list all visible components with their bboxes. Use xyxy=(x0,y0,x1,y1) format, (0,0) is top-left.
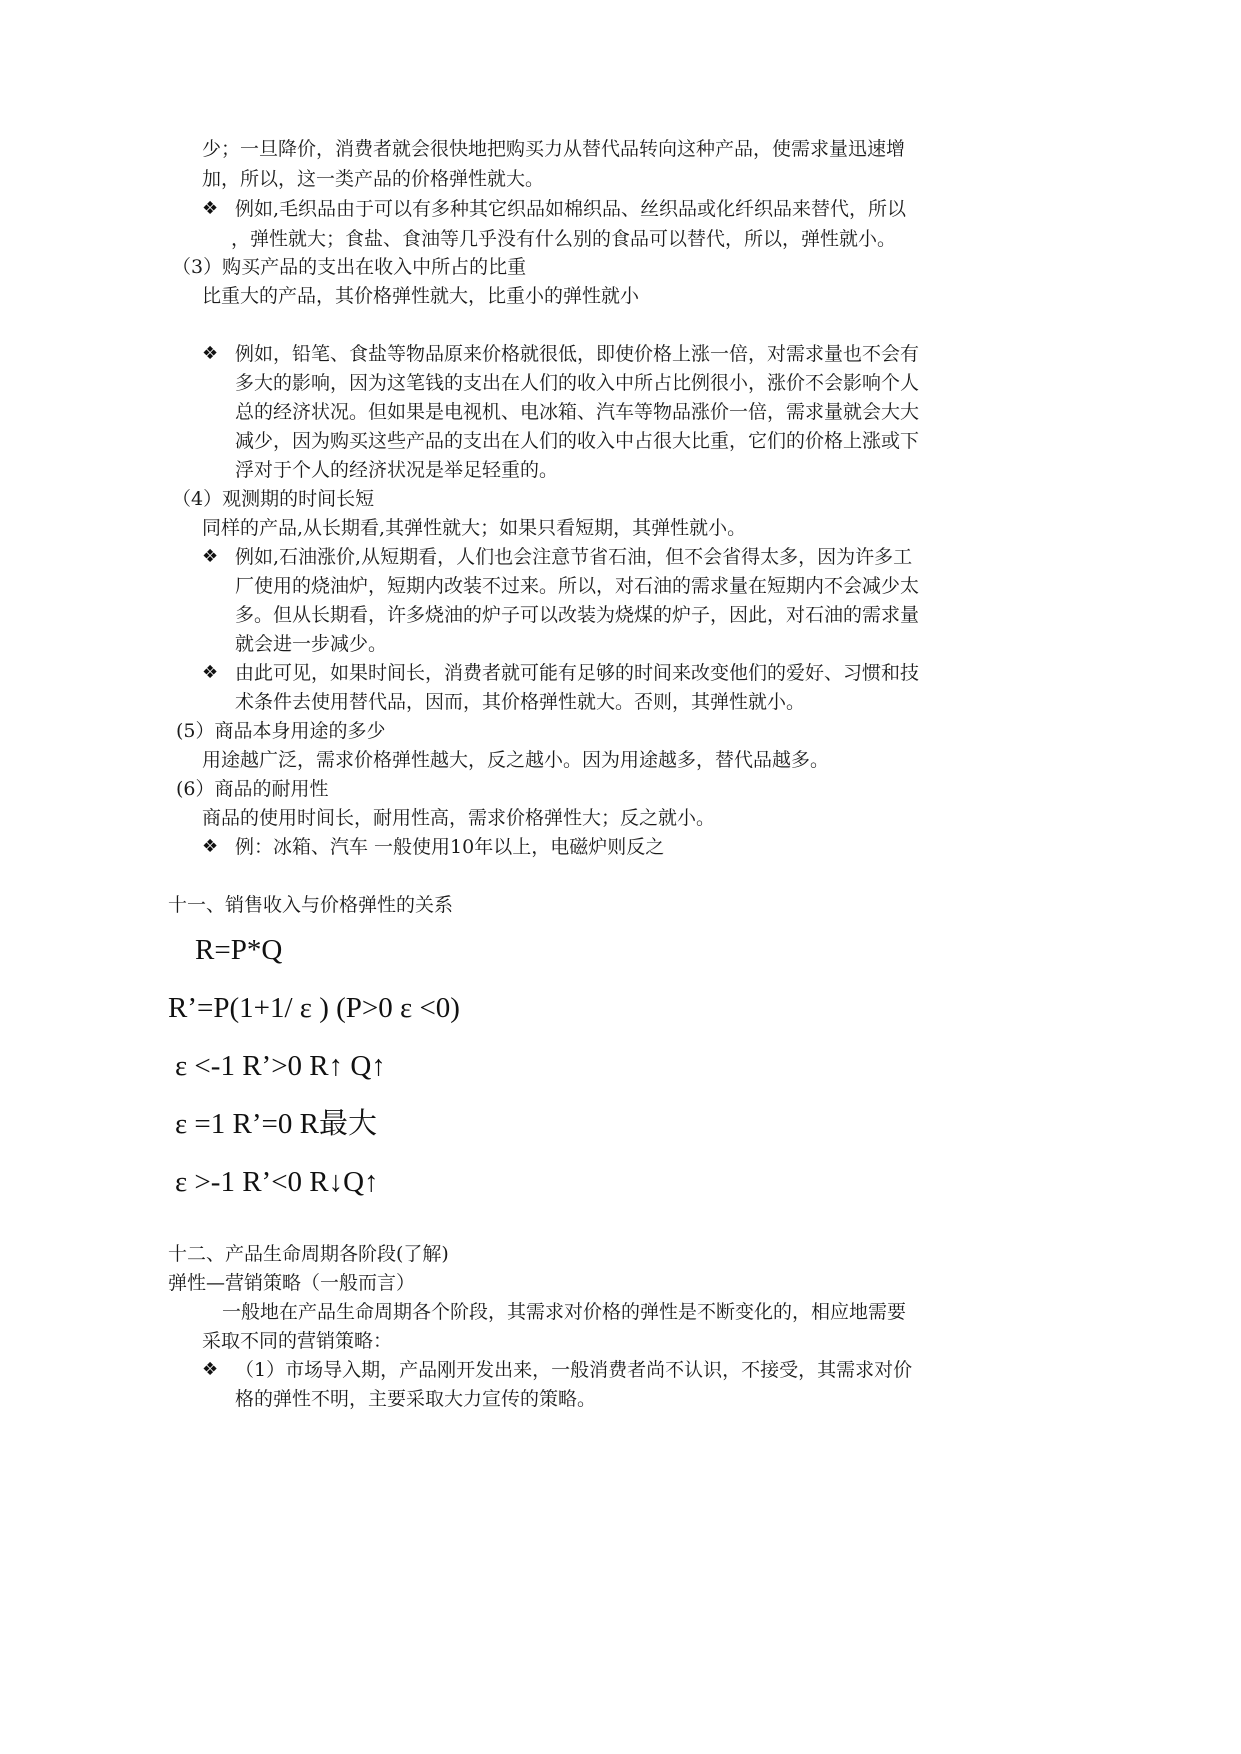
text-line: 多大的影响，因为这笔钱的支出在人们的收入中所占比例很小，涨价不会影响个人 xyxy=(235,372,920,394)
text-line: 浮对于个人的经济状况是举足轻重的。 xyxy=(235,459,559,481)
text-line: （1）市场导入期，产品刚开发出来，一般消费者尚不认识，不接受，其需求对价 xyxy=(235,1359,913,1381)
bullet-icon: ❖ xyxy=(202,198,219,219)
bullet-icon: ❖ xyxy=(202,546,219,567)
text-line: 由此可见，如果时间长，消费者就可能有足够的时间来改变他们的爱好、习惯和技 xyxy=(235,662,920,684)
text-line: 例如,毛织品由于可以有多种其它织品如棉织品、丝织品或化纤织品来替代，所以 xyxy=(235,198,907,220)
text-line: 商品的使用时间长，耐用性高，需求价格弹性大；反之就小。 xyxy=(202,807,716,829)
text-line: 一般地在产品生命周期各个阶段，其需求对价格的弹性是不断变化的，相应地需要 xyxy=(222,1301,907,1323)
section-heading: （4）观测期的时间长短 xyxy=(172,488,375,510)
bullet-icon: ❖ xyxy=(202,1359,219,1380)
text-line: 例：冰箱、汽车 一般使用10年以上，电磁炉则反之 xyxy=(235,836,665,858)
chapter-heading: 十二、产品生命周期各阶段(了解) xyxy=(168,1243,449,1265)
bullet-icon: ❖ xyxy=(202,836,219,857)
text-line: 同样的产品,从长期看,其弹性就大；如果只看短期，其弹性就小。 xyxy=(202,517,747,539)
text-line: ，弹性就大；食盐、食油等几乎没有什么别的食品可以替代，所以，弹性就小。 xyxy=(231,228,897,250)
text-line: 术条件去使用替代品，因而，其价格弹性就大。否则，其弹性就小。 xyxy=(235,691,806,713)
text-line: 少；一旦降价，消费者就会很快地把购买力从替代品转向这种产品，使需求量迅速增 xyxy=(202,138,906,160)
text-line: 比重大的产品，其价格弹性就大，比重小的弹性就小 xyxy=(202,285,640,307)
formula-line: ε >-1 R’<0 R↓Q↑ xyxy=(175,1166,379,1198)
text-line: 例如，铅笔、食盐等物品原来价格就很低，即使价格上涨一倍，对需求量也不会有 xyxy=(235,343,920,365)
text-line: 总的经济状况。但如果是电视机、电冰箱、汽车等物品涨价一倍，需求量就会大大 xyxy=(235,401,920,423)
text-line: 例如,石油涨价,从短期看，人们也会注意节省石油，但不会省得太多，因为许多工 xyxy=(235,546,913,568)
text-line: 厂使用的烧油炉，短期内改装不过来。所以，对石油的需求量在短期内不会减少太 xyxy=(235,575,920,597)
formula-line: ε <-1 R’>0 R↑ Q↑ xyxy=(175,1050,386,1082)
text-line: 减少，因为购买这些产品的支出在人们的收入中占很大比重，它们的价格上涨或下 xyxy=(235,430,920,452)
chapter-heading: 十一、销售收入与价格弹性的关系 xyxy=(168,894,454,916)
text-line: 用途越广泛，需求价格弹性越大，反之越小。因为用途越多，替代品越多。 xyxy=(202,749,830,771)
formula-line: R=P*Q xyxy=(195,934,283,966)
text-line: 格的弹性不明，主要采取大力宣传的策略。 xyxy=(235,1388,597,1410)
text-line: 多。但从长期看，许多烧油的炉子可以改装为烧煤的炉子，因此，对石油的需求量 xyxy=(235,604,920,626)
formula-line: ε =1 R’=0 R最大 xyxy=(175,1108,377,1140)
bullet-icon: ❖ xyxy=(202,343,219,364)
formula-line: R’=P(1+1/ ε ) (P>0 ε <0) xyxy=(168,992,460,1024)
section-heading: （3）购买产品的支出在收入中所占的比重 xyxy=(172,256,527,278)
section-heading: (5）商品本身用途的多少 xyxy=(176,720,386,742)
bullet-icon: ❖ xyxy=(202,662,219,683)
section-heading: (6）商品的耐用性 xyxy=(176,778,329,800)
text-line: 就会进一步减少。 xyxy=(235,633,388,655)
text-line: 采取不同的营销策略： xyxy=(202,1330,393,1352)
text-line: 弹性—营销策略（一般而言） xyxy=(168,1272,416,1294)
text-line: 加，所以，这一类产品的价格弹性就大。 xyxy=(202,168,545,190)
